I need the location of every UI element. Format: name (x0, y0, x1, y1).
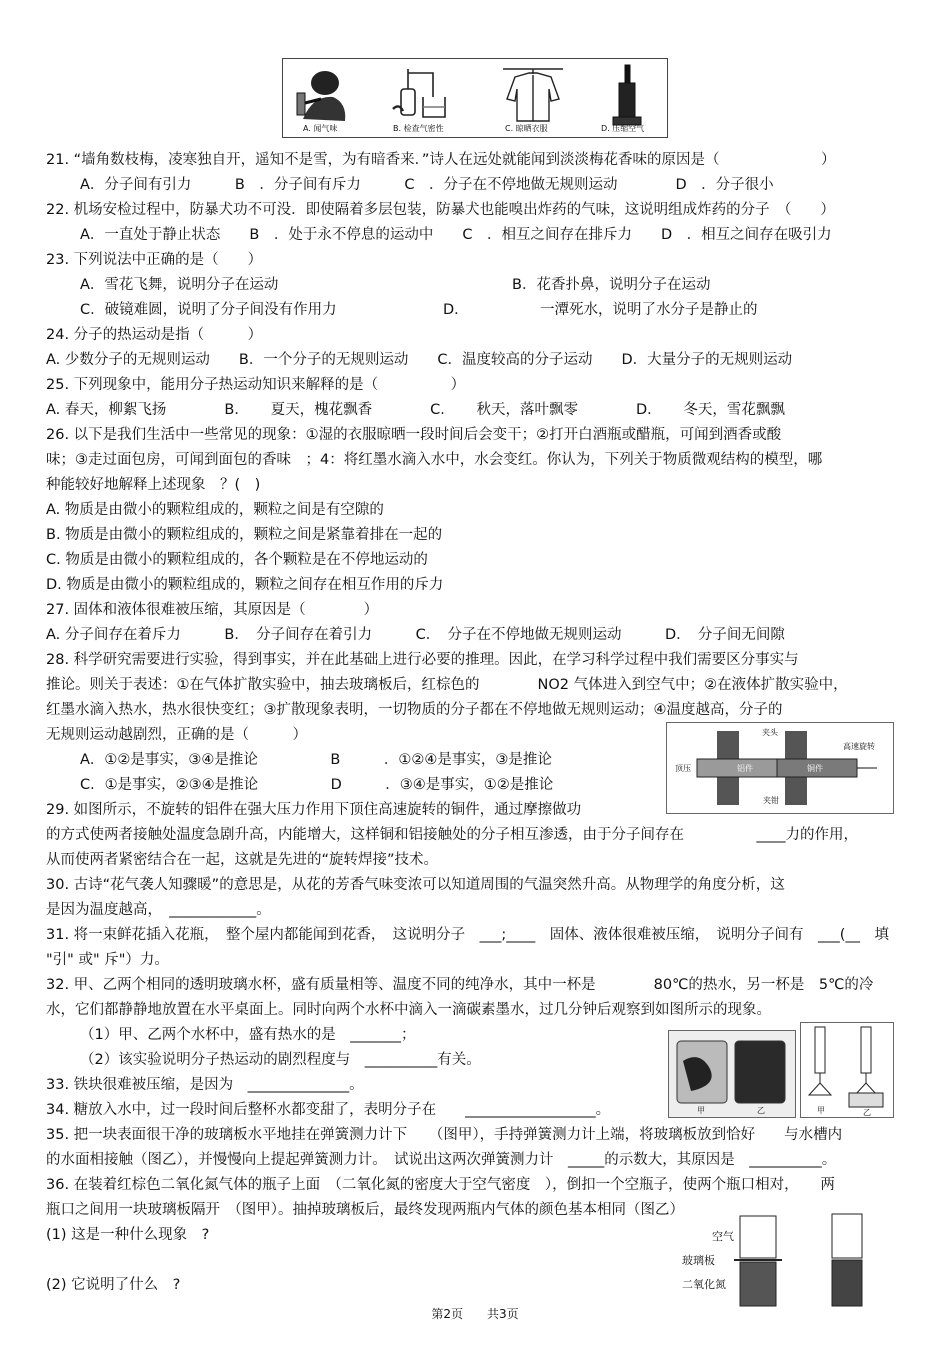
figure-caption-a: A. 闻气味 (303, 124, 338, 133)
q32-stem-line2: 水，它们都静静地放置在水平桌面上。同时向两个水杯中滴入一滴碳素墨水，过几分钟后观察到如图所示的现象。 (46, 1002, 771, 1018)
q23-stem: 23. 下列说法中正确的是（ ） (46, 252, 263, 268)
q23-option-d-letter: D． (443, 302, 469, 318)
q26-option-d: D. 物质是由微小的颗粒组成的，颗粒之间存在相互作用的斥力 (46, 577, 444, 593)
weld-label-aluminum: 铝件 (737, 764, 753, 773)
q35-stem-line2: 的水面相接触（图乙），并慢慢向上提起弹簧测力计。 试说出这两次弹簧测力计 _____的示数大，其原因是 __________。 (46, 1152, 837, 1168)
q35-stem-line1: 35. 把一块表面很干净的玻璃板水平地挂在弹簧测力计下 （图甲），手持弹簧测力计上端，将玻璃板放到恰好 与水槽内 (46, 1127, 843, 1143)
q26-option-a: A. 物质是由微小的颗粒组成的，颗粒之间是有空隙的 (46, 502, 384, 518)
q25-options: A. 春天，柳絮飞扬 B． 夏天，槐花飘香 C． 秋天，落叶飘零 D． 冬天，雪花飘飘 (46, 402, 785, 418)
welding-drawing (667, 723, 893, 813)
page-footer: 第2页 共3页 (431, 1307, 519, 1321)
q28-options-ab: A．①②是事实，③④是推论 B ．①②④是事实，③是推论 (80, 752, 552, 768)
q29-stem-line2: 的方式使两者接触处温度急剧升高，内能增大，这样铜和铝接触处的分子相互渗透，由于分子间存在 ____力的作用， (46, 827, 858, 843)
cup-label-yi: 乙 (757, 1106, 765, 1115)
weld-label-rotate: 高速旋转 (843, 742, 875, 751)
ink-cups-drawing (669, 1031, 795, 1117)
weld-label-press: 顶压 (675, 764, 691, 773)
q28-stem-line3: 红墨水滴入热水，热水很快变红；③扩散现象表明，一切物质的分子都在不停地做无规则运动；④温度越高，分子的 (46, 702, 783, 718)
q25-stem: 25. 下列现象中，能用分子热运动知识来解释的是（ ） (46, 377, 466, 393)
q26-stem-line2: 味；③走过面包房，可闻到面包的香味 ；4：将红墨水滴入水中，水会变红。你认为，下列关于物质微观结构的模型，哪 (46, 452, 823, 468)
weld-label-copper: 铜件 (807, 764, 823, 773)
q36-sub1: (1) 这是一种什么现象 ? (46, 1227, 210, 1243)
q36-stem-line2: 瓶口之间用一块玻璃板隔开 （图甲）。抽掉玻璃板后，最终发现两瓶内气体的颜色基本相同（图乙） (46, 1202, 684, 1218)
q23-option-b: B．花香扑鼻，说明分子在运动 (512, 277, 711, 293)
q24-options: A. 少数分子的无规则运动 B．一个分子的无规则运动 C．温度较高的分子运动 D．大量分子的无规则运动 (46, 352, 793, 368)
figure-caption-d: D. 压缩空气 (601, 124, 645, 133)
q29-stem-line1: 29. 如图所示，不旋转的铝件在强大压力作用下顶住高速旋转的铜件，通过摩擦做功 (46, 802, 582, 818)
q33-stem: 33. 铁块很难被压缩，是因为 ______________。 (46, 1077, 364, 1093)
q30-stem-line2: 是因为温度越高， ____________。 (46, 902, 271, 918)
cup-label-jia: 甲 (697, 1106, 705, 1115)
bottle-label-air: 空气 (712, 1230, 734, 1243)
ink-cups-figure (668, 1030, 796, 1118)
q29-stem-line3: 从而使两者紧密结合在一起，这就是先进的“旋转焊接”技术。 (46, 852, 439, 868)
spring-label-jia: 甲 (817, 1106, 825, 1115)
spring-label-yi: 乙 (863, 1108, 871, 1117)
q22-stem: 22. 机场安检过程中，防暴犬功不可没．即使隔着多层包装，防暴犬也能嗅出炸药的气味，这说明组成炸药的分子 （ ） (46, 202, 835, 218)
q23-option-c: C．破镜难圆，说明了分子间没有作用力 (80, 302, 337, 318)
spring-scale-drawing (801, 1023, 893, 1117)
weld-label-pliers: 夹钳 (763, 796, 779, 805)
top-figure-strip (282, 58, 668, 138)
q28-stem-line4: 无规则运动越剧烈，正确的是（ ） (46, 727, 307, 743)
q21-stem: 21. “墙角数枝梅，凌寒独自开，遥知不是雪，为有暗香来．”诗人在远处就能闻到淡淡梅花香味的原因是（ ） (46, 152, 836, 168)
q21-options: A．分子间有引力 B ．分子间有斥力 C ．分子在不停地做无规则运动 D ．分子很小 (80, 177, 774, 193)
airtight-check-icon (393, 69, 445, 117)
weld-label-clamp-head: 夹头 (762, 728, 778, 737)
q26-stem-line1: 26. 以下是我们生活中一些常见的现象：①湿的衣服晾晒一段时间后会变干；②打开白酒瓶或醋瓶，可闻到酒香或酸 (46, 427, 782, 443)
q26-option-c: C. 物质是由微小的颗粒组成的，各个颗粒是在不停地运动的 (46, 552, 428, 568)
bottle-label-no2: 二氧化氮 (682, 1278, 726, 1291)
q32-sub2: （2）该实验说明分子热运动的剧烈程度与 __________有关。 (80, 1052, 481, 1068)
shirt-icon (503, 69, 563, 121)
q27-stem: 27. 固体和液体很难被压缩，其原因是（ ） (46, 602, 379, 618)
compress-air-icon (613, 65, 641, 125)
q28-stem-line2: 推论。则关于表述：①在气体扩散实验中，抽去玻璃板后，红棕色的 NO2 气体进入到空气中；②在液体扩散实验中， (46, 677, 848, 693)
q36-sub2: (2) 它说明了什么 ? (46, 1277, 181, 1293)
q32-sub1: （1）甲、乙两个水杯中，盛有热水的是 _______； (80, 1027, 416, 1043)
figure-caption-b: B. 检查气密性 (393, 124, 444, 133)
q26-option-b: B. 物质是由微小的颗粒组成的，颗粒之间是紧靠着排在一起的 (46, 527, 443, 543)
spring-scale-figure (800, 1022, 894, 1118)
q31-stem-line1: 31. 将一束鲜花插入花瓶， 整个屋内都能闻到花香， 这说明分子 ___;____ 固体、液体很难被压缩， 说明分子间有 ___(__ 填 (46, 927, 889, 943)
q23-option-d-text: 一潭死水，说明了水分子是静止的 (540, 302, 758, 318)
q28-stem-line1: 28. 科学研究需要进行实验，得到事实，并在此基础上进行必要的推理。因此，在学习科学过程中我们需要区分事实与 (46, 652, 799, 668)
q36-stem-line1: 36. 在装着红棕色二氧化氮气体的瓶子上面 （二氧化氮的密度大于空气密度 ），倒扣一个空瓶子，使两个瓶口相对， 两 (46, 1177, 835, 1193)
figure-caption-c: C. 晾晒衣服 (505, 124, 548, 133)
q28-options-cd: C．①是事实，②③④是推论 D ．③④是事实，①②是推论 (80, 777, 554, 793)
q26-stem-line3: 种能较好地解释上述现象 ？( ) (46, 477, 261, 493)
q30-stem-line1: 30. 古诗“花气袭人知骤暖”的意思是，从花的芳香气味变浓可以知道周围的气温突然升高。从物理学的角度分析，这 (46, 877, 785, 893)
q27-options: A. 分子间存在着斥力 B． 分子间存在着引力 C． 分子在不停地做无规则运动 D． 分子间无间隙 (46, 627, 785, 643)
q31-stem-line2: "引" 或" 斥"）力。 (46, 952, 169, 968)
smell-person-icon (297, 71, 345, 121)
bottle-label-glass: 玻璃板 (682, 1254, 715, 1267)
gas-bottles-figure (680, 1212, 880, 1312)
q32-stem-line1: 32. 甲、乙两个相同的透明玻璃水杯，盛有质量相等、温度不同的纯净水，其中一杯是 80℃的热水，另一杯是 5℃的冷 (46, 977, 874, 993)
welding-figure (666, 722, 894, 814)
q23-option-a: A．雪花飞舞，说明分子在运动 (80, 277, 279, 293)
q24-stem: 24. 分子的热运动是指（ ） (46, 327, 263, 343)
q34-stem: 34. 糖放入水中，过一段时间后整杯水都变甜了，表明分子在 __________________。 (46, 1102, 611, 1118)
q22-options: A．一直处于静止状态 B ．处于永不停息的运动中 C ．相互之间存在排斥力 D ．相互之间存在吸引力 (80, 227, 832, 243)
